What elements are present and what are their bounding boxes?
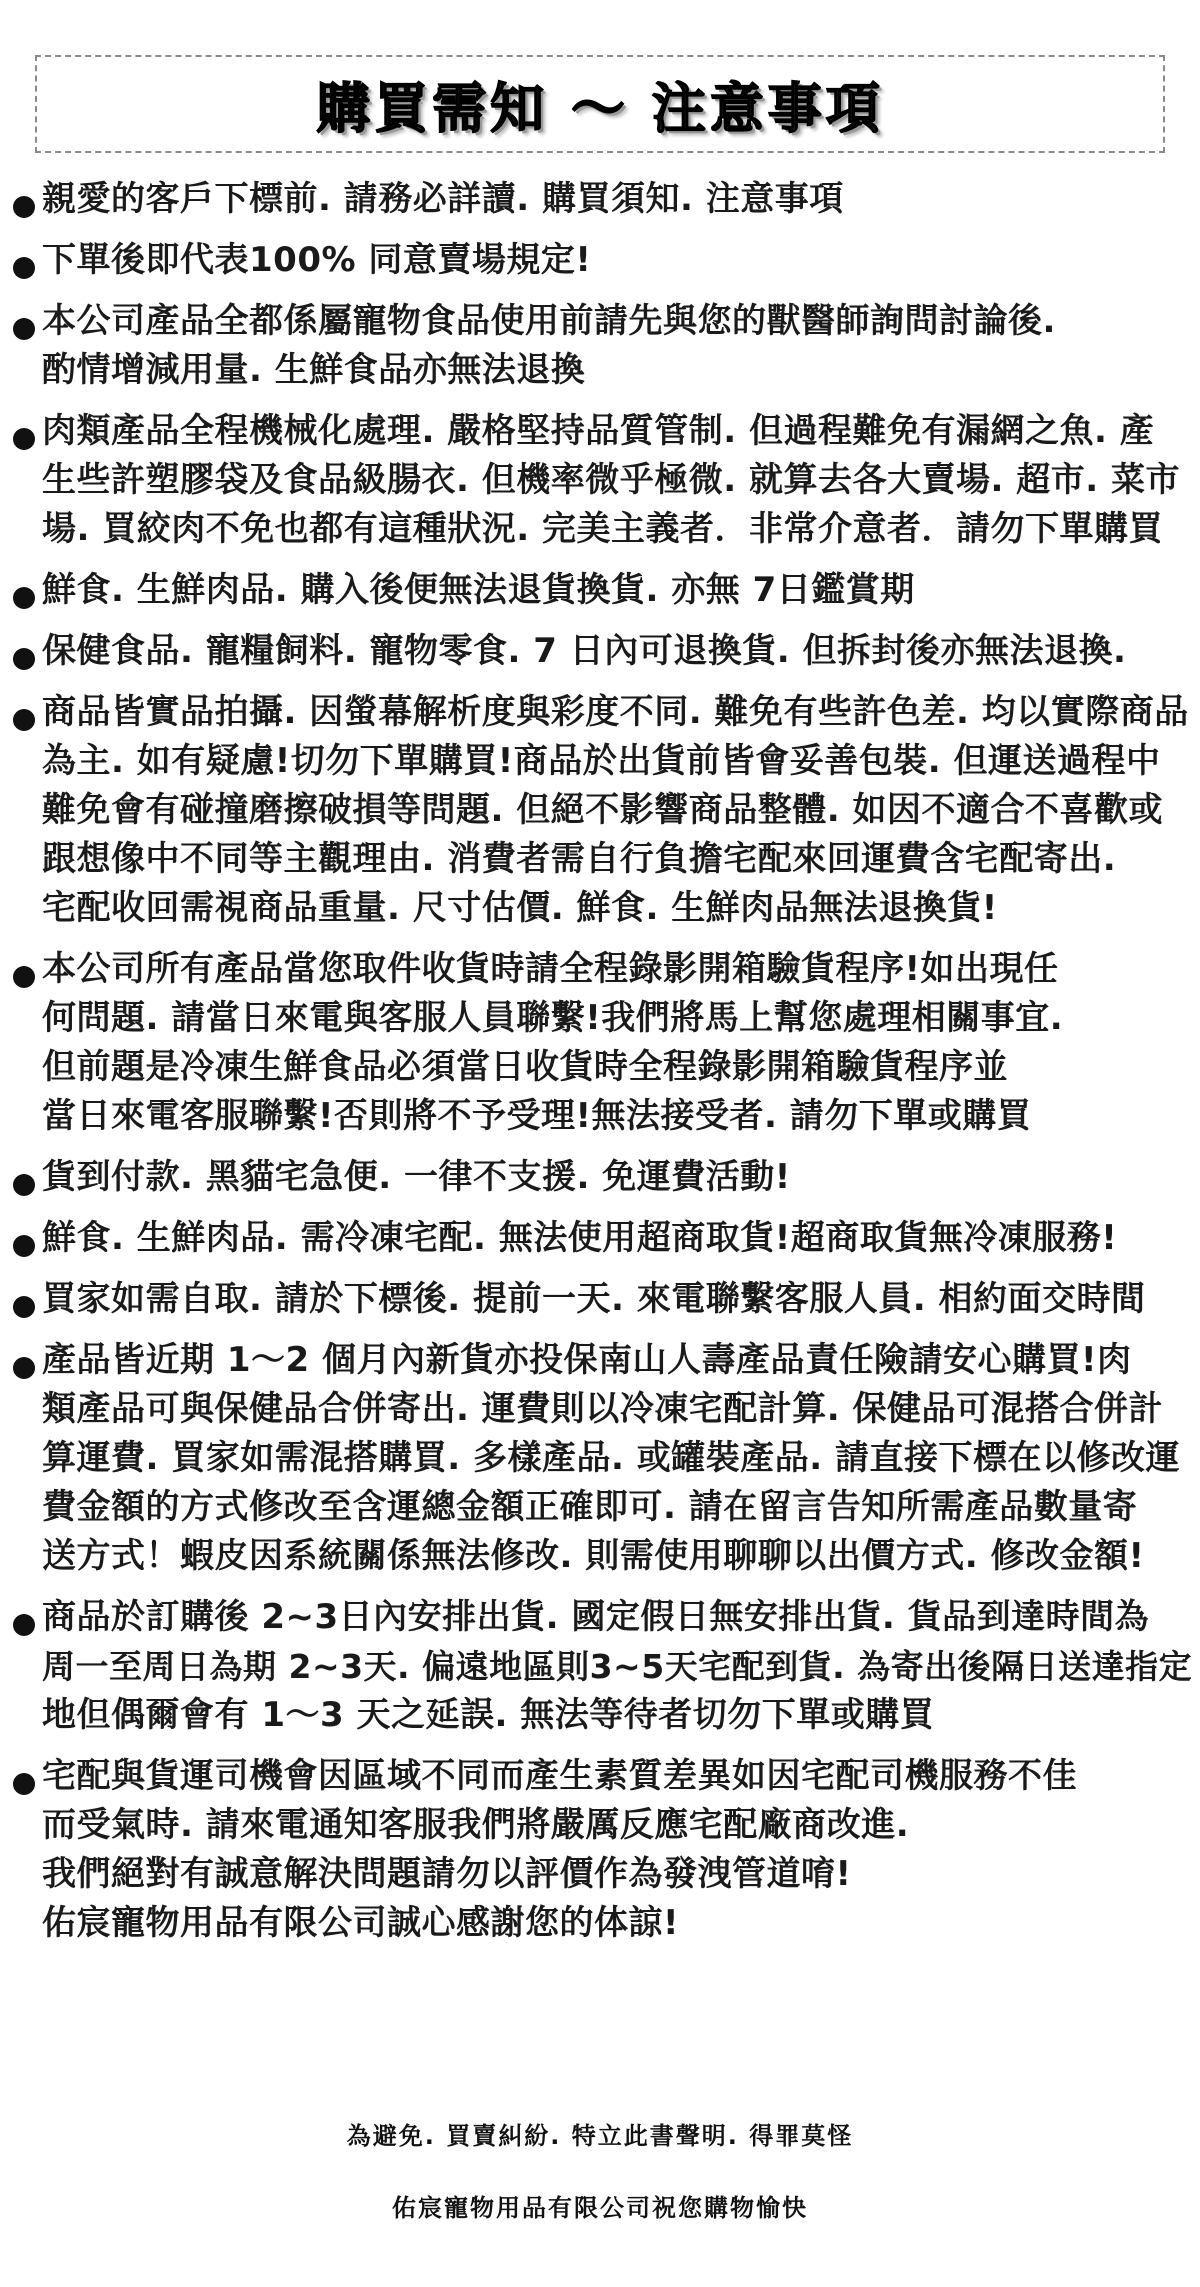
page-title: 購買需知 ～ 注意事項	[316, 76, 884, 140]
notice-text-line: 鮮食. 生鮮肉品. 需冷凍宅配. 無法使用超商取貨!超商取貨無冷凍服務!	[42, 1218, 1118, 1258]
notice-item	[8, 1275, 1192, 1324]
notice-item	[8, 688, 1192, 933]
bullet-icon	[13, 1235, 35, 1257]
notice-text-line: 周一至周日為期 2~3天. 偏遠地區則3~5天宅配到貨. 為寄出後隔日送達指定	[42, 1647, 1193, 1686]
notice-text-line: 親愛的客戶下標前. 請務必詳讀. 購買須知. 注意事項	[42, 179, 844, 219]
notice-text-line: 生些許塑膠袋及食品級腸衣. 但機率微乎極微. 就算去各大賣場. 超市. 菜市	[42, 460, 1181, 500]
notice-text-line: 跟想像中不同等主觀理由. 消費者需自行負擔宅配來回運費含宅配寄出.	[42, 839, 1117, 879]
bullet-icon	[13, 196, 35, 218]
notice-text-line: 宅配與貨運司機會因區域不同而產生素質差異如因宅配司機服務不佳	[42, 1756, 1077, 1796]
bullet-icon	[13, 257, 35, 279]
bullet-icon	[13, 1773, 35, 1795]
notice-item	[8, 1336, 1192, 1581]
notice-text-line: 難免會有碰撞磨擦破損等問題. 但絕不影響商品整體. 如因不適合不喜歡或	[42, 790, 1164, 830]
notice-text-line: 肉類產品全程機械化處理. 嚴格堅持品質管制. 但過程難免有漏網之魚. 產	[42, 411, 1155, 451]
notice-list	[8, 175, 1192, 1960]
notice-item	[8, 627, 1192, 676]
notice-text-line: 費金額的方式修改至含運總金額正確即可. 請在留言告知所需產品數量寄	[42, 1487, 1138, 1527]
bullet-icon	[13, 1357, 35, 1379]
bullet-icon	[13, 318, 35, 340]
notice-text-line: 貨到付款. 黑貓宅急便. 一律不支援. 免運費活動!	[42, 1157, 791, 1197]
notice-text-line: 地但偶爾會有 1～3 天之延誤. 無法等待者切勿下單或購買	[42, 1695, 935, 1735]
notice-text-line: 宅配收回需視商品重量. 尺寸估價. 鮮食. 生鮮肉品無法退換貨!	[42, 888, 998, 928]
footer-disclaimer: 為避免. 買賣糾紛. 特立此書聲明. 得罪莫怪	[346, 2122, 854, 2150]
notice-text-line: 但前題是冷凍生鮮食品必須當日收貨時全程錄影開箱驗貨程序並	[42, 1047, 1008, 1087]
notice-text-line: 當日來電客服聯繫!否則將不予受理!無法接受者. 請勿下單或購買	[42, 1096, 1032, 1136]
notice-text-line: 而受氣時. 請來電通知客服我們將嚴厲反應宅配廠商改進.	[42, 1805, 910, 1845]
bullet-icon	[13, 1296, 35, 1318]
notice-item	[8, 407, 1192, 554]
notice-text-line: 鮮食. 生鮮肉品. 購入後便無法退貨換貨. 亦無 7日鑑賞期	[42, 570, 915, 610]
notice-text-line: 買家如需自取. 請於下標後. 提前一天. 來電聯繫客服人員. 相約面交時間	[42, 1279, 1146, 1319]
notice-text-line: 本公司所有產品當您取件收貨時請全程錄影開箱驗貨程序!如出現任	[42, 949, 1059, 989]
notice-text-line: 保健食品. 寵糧飼料. 寵物零食. 7 日內可退換貨. 但拆封後亦無法退換.	[42, 631, 1127, 671]
notice-text-line: 我們絕對有誠意解決問題請勿以評價作為發洩管道唷!	[42, 1854, 852, 1894]
bullet-icon	[13, 428, 35, 450]
bullet-icon	[13, 587, 35, 609]
notice-text-line: 商品皆實品拍攝. 因螢幕解析度與彩度不同. 難免有些許色差. 均以實際商品	[42, 692, 1189, 732]
footer-greeting: 佑宸寵物用品有限公司祝您購物愉快	[392, 2194, 808, 2222]
notice-text-line: 為主. 如有疑慮!切勿下單購買!商品於出貨前皆會妥善包裝. 但運送過程中	[42, 741, 1161, 781]
notice-text-line: 類產品可與保健品合併寄出. 運費則以冷凍宅配計算. 保健品可混搭合併計	[42, 1389, 1164, 1429]
bullet-icon	[13, 648, 35, 670]
notice-text-line: 下單後即代表100% 同意賣場規定!	[42, 240, 592, 280]
notice-item	[8, 945, 1192, 1141]
notice-item	[8, 175, 1192, 224]
notice-text-line: 佑宸寵物用品有限公司誠心感謝您的体諒!	[42, 1903, 680, 1943]
bullet-icon	[13, 709, 35, 731]
notice-text-line: 何問題. 請當日來電與客服人員聯繫!我們將馬上幫您處理相關事宜.	[42, 998, 1064, 1038]
notice-item	[8, 566, 1192, 615]
notice-text-line: 本公司產品全都係屬寵物食品使用前請先與您的獸醫師詢問討論後.	[42, 301, 1056, 341]
notice-item	[8, 297, 1192, 395]
notice-text-line: 酌情增減用量. 生鮮食品亦無法退換	[42, 350, 586, 390]
bullet-icon	[13, 1174, 35, 1196]
notice-item	[8, 1214, 1192, 1263]
bullet-icon	[13, 1614, 35, 1636]
header-box	[35, 55, 1165, 153]
notice-text-line: 產品皆近期 1～2 個月內新貨亦投保南山人壽產品責任險請安心購買!肉	[42, 1340, 1132, 1380]
notice-text-line: 場. 買絞肉不免也都有這種狀況. 完美主義者．非常介意者．請勿下單購買	[42, 509, 1164, 549]
notice-text-line: 送方式！蝦皮因系統關係無法修改. 則需使用聊聊以出價方式. 修改金額!	[42, 1536, 1145, 1576]
notice-item	[8, 236, 1192, 285]
notice-item	[8, 1752, 1192, 1948]
notice-item	[8, 1593, 1192, 1740]
notice-item	[8, 1153, 1192, 1202]
notice-text-line: 商品於訂購後 2~3日內安排出貨. 國定假日無安排出貨. 貨品到達時間為	[42, 1597, 1150, 1637]
bullet-icon	[13, 966, 35, 988]
footer-statement	[0, 2100, 1200, 2244]
notice-text-line: 算運費. 買家如需混搭購買. 多樣產品. 或罐裝產品. 請直接下標在以修改運	[42, 1438, 1181, 1478]
